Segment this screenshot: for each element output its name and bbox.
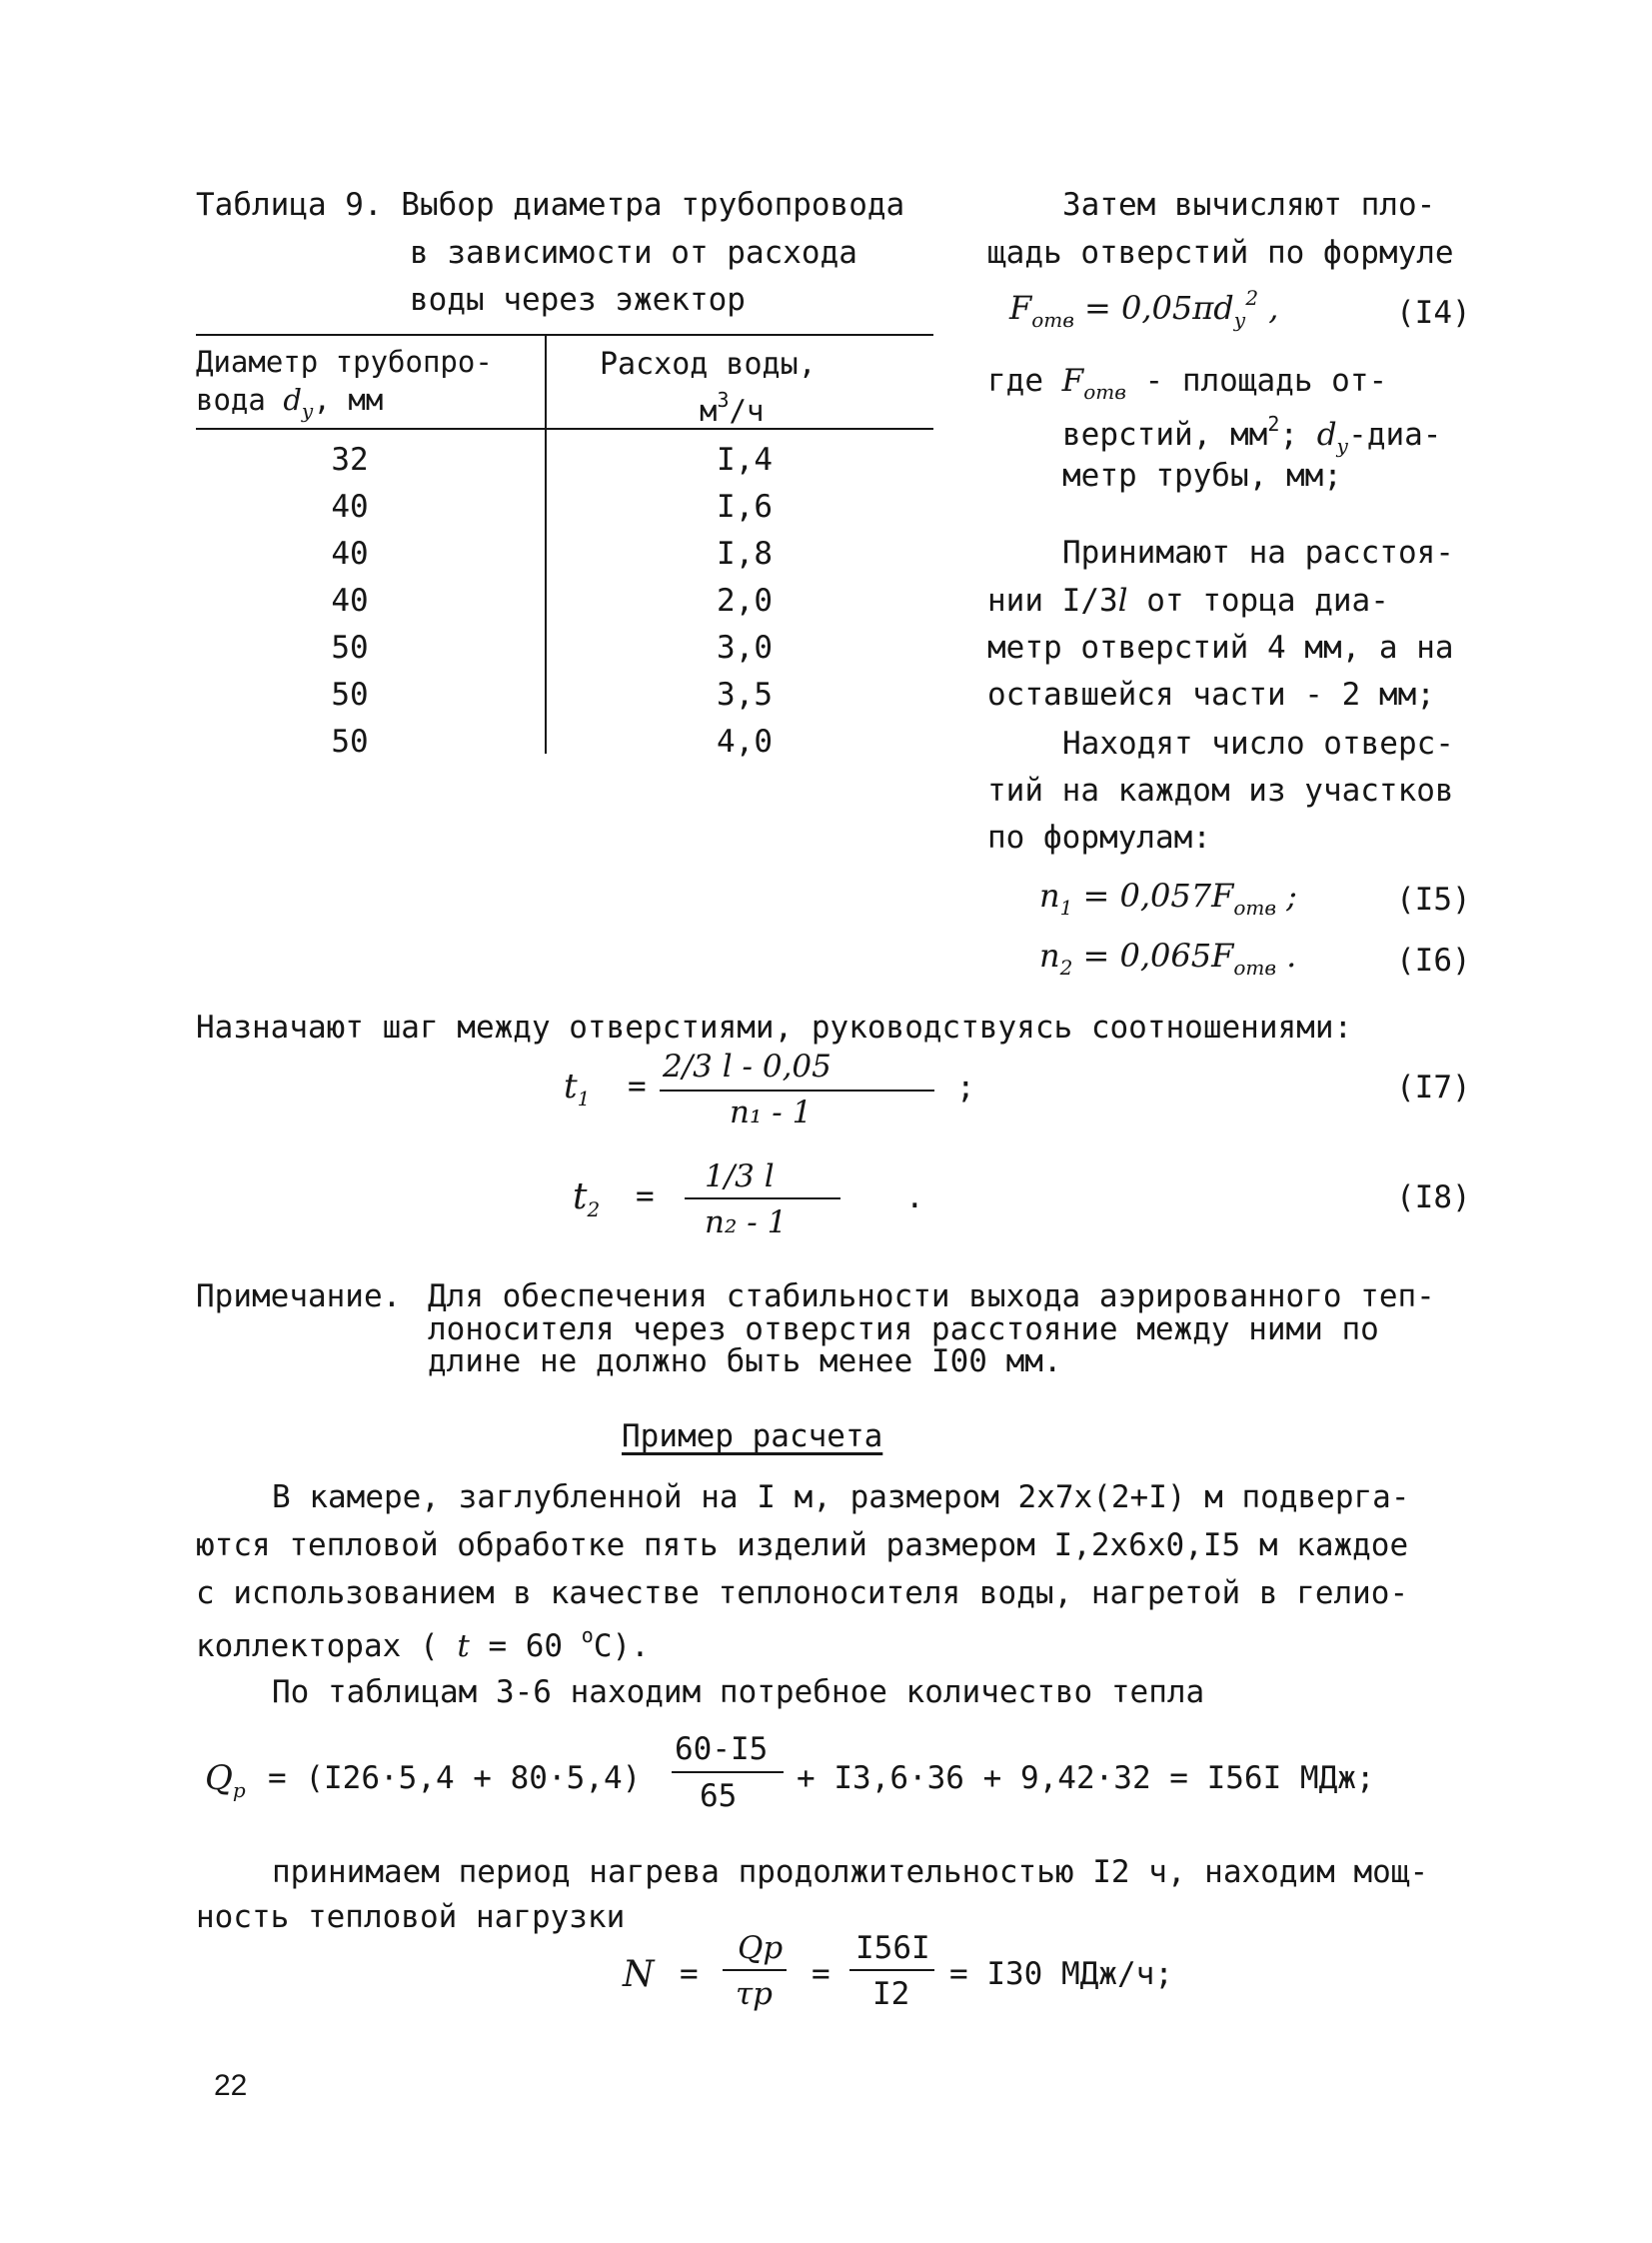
example-text-line: В камере, заглубленной на I м, размером 2х7х(2+I) м подверга- <box>272 1479 1410 1515</box>
table-cell-flow: I,8 <box>717 536 773 572</box>
table-cell-flow: I,4 <box>717 442 773 478</box>
formula-14: $F_{отв} = 0,05\pi d_у^2$ , <box>1009 286 1279 332</box>
formula-n-frac2-line <box>849 1969 934 1971</box>
formula-qp-part2: + I3,6·36 + 9,42·32 = I56I МДж; <box>797 1760 1375 1796</box>
text-line: Принимают на расстоя- <box>1062 535 1454 571</box>
text-line: Затем вычисляют пло- <box>1062 187 1436 223</box>
formula-15: $n_1 = 0,057F_{отв}$ ; <box>1039 877 1297 920</box>
formula-qp-part1: = (I26·5,4 + 80·5,4) <box>268 1760 642 1796</box>
formula-16: $n_2 = 0,065F_{отв}$ . <box>1039 937 1297 980</box>
example-text-line: с использованием в качестве теплоносителя воды, нагретой в гелио- <box>196 1575 1409 1611</box>
table-caption-line2: в зависимости от расхода <box>410 235 857 271</box>
table-cell-diameter: 50 <box>331 677 369 713</box>
table-header-flow-line2: $м^3/ч$ <box>700 388 765 428</box>
formula-n-lhs: N <box>623 1954 655 1995</box>
formula-number-15: (I5) <box>1396 882 1471 918</box>
table-caption-line3: воды через эжектор <box>410 282 746 318</box>
formula-n-eq: = <box>680 1956 699 1992</box>
example-heading: Пример расчета <box>622 1418 883 1454</box>
table-header-rule <box>196 428 933 430</box>
table-cell-flow: 2,0 <box>717 583 773 619</box>
table-cell-diameter: 50 <box>331 630 369 666</box>
formula-17-denominator: n₁ - 1 <box>730 1095 813 1130</box>
formula-number-18: (I8) <box>1396 1179 1471 1215</box>
example-text-line: ются тепловой обработке пять изделий размером I,2х6х0,I5 м каждое <box>196 1527 1409 1563</box>
table-cell-diameter: 40 <box>331 536 369 572</box>
formula-n-frac2-numerator: I56I <box>855 1930 930 1966</box>
table-caption-line1: Таблица 9. Выбор диаметра трубопровода <box>196 187 905 223</box>
text-line: Находят число отверс- <box>1062 726 1454 762</box>
table-header-flow-line1: Расход воды, <box>600 347 817 382</box>
text-line: где $F_{отв}$ - площадь от- <box>987 363 1388 404</box>
formula-18-fraction-line <box>685 1197 840 1199</box>
note-line1: Для обеспечения стабильности выхода аэрированного теп- <box>428 1278 1435 1314</box>
example-text-line: По таблицам 3-6 находим потребное количество тепла <box>272 1674 1205 1710</box>
step-paragraph: Назначают шаг между отверстиями, руководствуясь соотношениями: <box>196 1010 1353 1046</box>
formula-17-sep: ; <box>956 1070 975 1106</box>
formula-18-numerator: 1/3 l <box>705 1158 775 1194</box>
formula-n-eq2: = <box>812 1956 830 1992</box>
formula-17-eq: = <box>628 1069 647 1105</box>
formula-n-frac1-numerator: Qр <box>738 1930 784 1966</box>
table-column-divider <box>545 334 547 754</box>
formula-number-16: (I6) <box>1396 943 1471 979</box>
formula-number-17: (I7) <box>1396 1070 1471 1106</box>
text-line: тий на каждом из участков <box>987 773 1454 809</box>
formula-18-eq: = <box>636 1178 655 1214</box>
note-line2: лоносителя через отверстия расстояние между ними по <box>428 1311 1379 1347</box>
formula-n-frac2-denominator: I2 <box>872 1976 910 2012</box>
formula-number-14: (I4) <box>1396 295 1471 331</box>
formula-17-numerator: 2/3 l - 0,05 <box>663 1049 831 1085</box>
formula-17-lhs: $t_1$ <box>564 1067 591 1111</box>
text-line: верстий, $мм^2$; $d_у-диа-$ <box>1062 412 1442 458</box>
formula-qp-frac-denominator: 65 <box>700 1778 738 1814</box>
formula-18-sep: . <box>905 1179 924 1215</box>
formula-n-frac1-denominator: τр <box>736 1976 773 2012</box>
formula-qp-fraction-line <box>672 1771 784 1773</box>
table-cell-diameter: 40 <box>331 583 369 619</box>
example-text-line: принимаем период нагрева продолжительностью I2 ч, находим мощ- <box>272 1854 1429 1890</box>
table-cell-diameter: 40 <box>331 489 369 525</box>
formula-18-denominator: n₂ - 1 <box>705 1204 788 1240</box>
formula-18-lhs: $t_2$ <box>573 1176 601 1221</box>
formula-17-fraction-line <box>660 1090 934 1092</box>
table-cell-diameter: 50 <box>331 724 369 760</box>
table-header-diameter-line2: вода $d_у$, мм <box>196 383 384 423</box>
formula-n-frac1-line <box>723 1969 787 1971</box>
note-label: Примечание. <box>196 1278 402 1314</box>
table-cell-flow: 3,5 <box>717 677 773 713</box>
table-cell-flow: I,6 <box>717 489 773 525</box>
text-line: щадь отверстий по формуле <box>987 235 1454 271</box>
table-cell-flow: 3,0 <box>717 630 773 666</box>
formula-qp-frac-numerator: 60-I5 <box>675 1731 769 1767</box>
text-line: метр отверстий 4 мм, а на <box>987 630 1454 666</box>
table-cell-diameter: 32 <box>331 442 369 478</box>
text-line: оставшейся части - 2 мм; <box>987 677 1435 713</box>
formula-n-result: = I30 МДж/ч; <box>949 1956 1173 1992</box>
example-text-line: ность тепловой нагрузки <box>196 1899 626 1935</box>
page-number: 22 <box>214 2069 248 2102</box>
text-line: по формулам: <box>987 820 1211 856</box>
note-line3: длине не должно быть менее I00 мм. <box>428 1343 1062 1379</box>
table-header-diameter-line1: Диаметр трубопро- <box>196 345 493 379</box>
text-line: нии I/3l от торца диа- <box>987 583 1389 619</box>
text-line: метр трубы, мм; <box>1062 458 1342 494</box>
table-top-rule <box>196 334 933 336</box>
example-text-line: коллекторах ( t = 60 $^о$С). <box>196 1623 650 1664</box>
table-cell-flow: 4,0 <box>717 724 773 760</box>
formula-qp-lhs: $Q_р$ <box>205 1758 246 1802</box>
